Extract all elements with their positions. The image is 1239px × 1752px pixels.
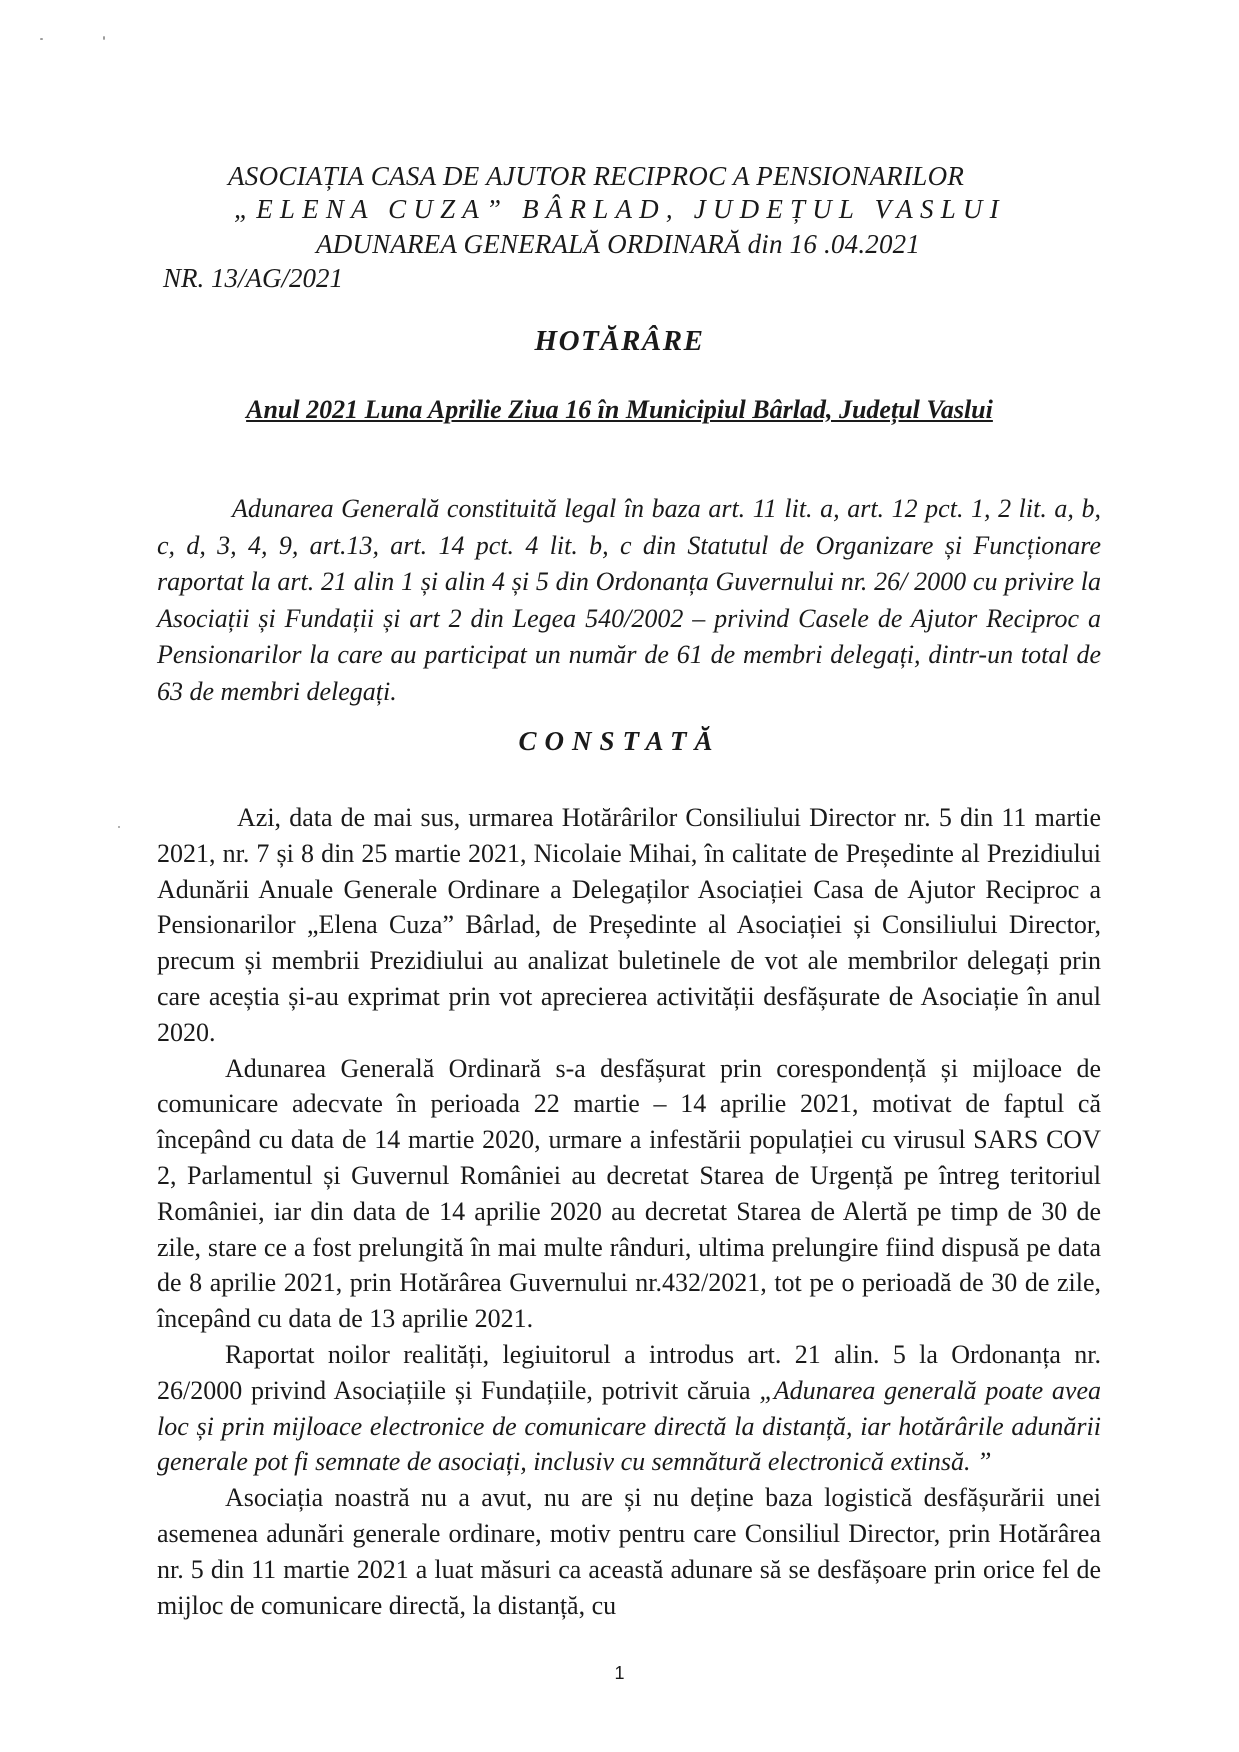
document-title: HOTĂRÂRE <box>534 325 705 357</box>
intro-text: Adunarea Generală constituită legal în baza art. 11 lit. a, art. 12 pct. 1, 2 lit. a, b, c, d, 3, 4, 9, art.13, art. 14 pct. 4 lit. b, c din Statutul de Organizare și Funcționare raportat la art. 21 alin 1 și alin 4 și 5 din Ordonanța Guvernului nr. 26/ 2000 cu privire la Asociații și Fundații și art 2 din Legea 540/2002 – privind Casele de Ajutor Reciproc a Pensionarilor la care au participat un număr de 61 de membri delegați, dintr-un total de 63 de membri delegați. <box>157 494 1101 706</box>
paragraph-2: Adunarea Generală Ordinară s-a desfășurat prin corespondență și mijloace de comunicare adecvate în perioada 22 martie – 14 aprilie 2021, motivat de faptul că începând cu data de 14 martie 2020, urmare a infestării populației cu virusul SARS COV 2, Parlamentul și Guvernul României au decretat Starea de Urgență pe întreg teritoriul României, iar din data de 14 aprilie 2020 au decretat Starea de Alertă pe timp de 30 de zile, stare ce a fost prelungită în mai multe rânduri, ultima prelungire fiind dispusă pe data de 8 aprilie 2021, prin Hotărârea Guvernului nr.432/2021, tot pe o perioadă de 30 de zile, începând cu data de 13 aprilie 2021. <box>157 1053 1101 1334</box>
document-body <box>157 800 1101 1623</box>
document-number: NR. 13/AG/2021 <box>163 263 343 293</box>
header-assembly-line: ADUNAREA GENERALĂ ORDINARĂ din 16 .04.2021 <box>316 229 921 259</box>
document-subtitle: Anul 2021 Luna Aprilie Ziua 16 în Municipiul Bârlad, Județul Vaslui <box>246 395 993 424</box>
header-location-line: „ELENA CUZA” BÂRLAD, JUDEȚUL VASLUI <box>234 194 1006 224</box>
page-number: 1 <box>614 1663 625 1683</box>
paragraph-4: Asociația noastră nu a avut, nu are și nu deține baza logistică desfășurării unei asemenea adunări generale ordinare, motiv pentru care Consiliul Director, prin Hotărârea nr. 5 din 11 martie 2021 a luat măsuri ca această adunare să se desfășoare prin orice fel de mijloc de comunicare directă, la distanță, cu <box>157 1483 1101 1620</box>
paragraph-3 <box>157 1337 1101 1480</box>
intro-paragraph <box>157 491 1101 710</box>
paragraph-3-text: Raportat noilor realități, legiuitorul a introdus art. 21 alin. 5 la Ordonanța nr. 26/2000 privind Asociațiile și Fundațiile, potrivit căruia <box>157 1339 1101 1405</box>
paragraph-3-quote: „Adunarea generală poate avea loc și prin mijloace electronice de comunicare directă la distanță, iar hotărârile adunării generale pot fi semnate de asociați, inclusiv cu semnătură electronică extinsă. ” <box>157 1375 1101 1477</box>
header-association-line: ASOCIAȚIA CASA DE AJUTOR RECIPROC A PENSIONARILOR <box>228 161 965 191</box>
paragraph-1: Azi, data de mai sus, urmarea Hotărârilor Consiliului Director nr. 5 din 11 martie 2021, nr. 7 și 8 din 25 martie 2021, Nicolaie Mihai, în calitate de Președinte al Prezidiului Adunării Anuale Generale Ordinare a Delegaților Asociației Casa de Ajutor Reciproc a Pensionarilor „Elena Cuza” Bârlad, de Președinte al Asociației și Consiliului Director, precum și membrii Prezidiului au analizat buletinele de vot ale membrilor delegați prin care aceștia și-au exprimat prin vot aprecierea activității desfășurate de Asociație în anul 2020. <box>157 803 1101 1047</box>
section-heading-constata: CONSTATĂ <box>518 726 721 756</box>
